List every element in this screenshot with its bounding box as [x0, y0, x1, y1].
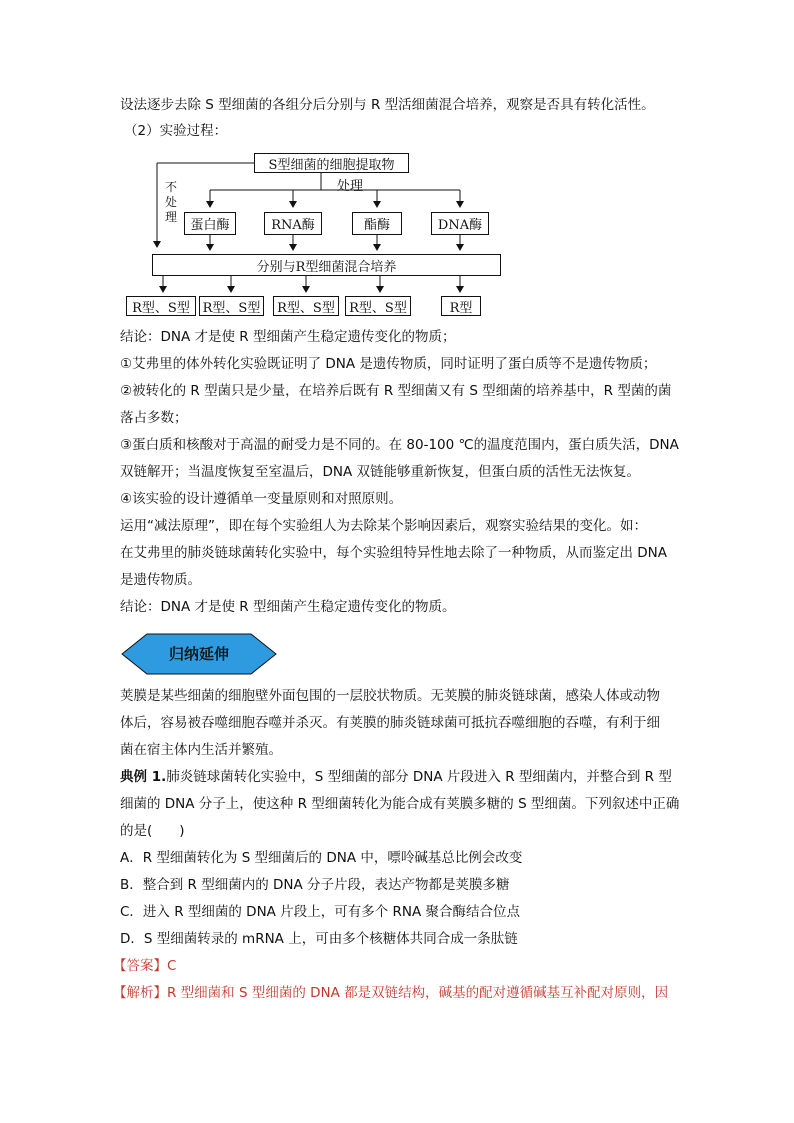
analysis-line: [113, 984, 668, 1002]
capsule-line-3: 菌在宿主体内生活并繁殖。: [120, 742, 282, 758]
enzyme-rnase-box: RNA酶: [264, 212, 322, 235]
no-treat-label: 不 处 理: [164, 180, 177, 224]
point-3-line-1: ③蛋白质和核酸对于高温的耐受力是不同的。在 80-100 ℃的温度范围内，蛋白质失活，DNA: [120, 437, 679, 453]
point-4: ④该实验的设计遵循单一变量原则和对照原则。: [120, 491, 403, 507]
result-box: R型: [441, 296, 481, 316]
answer-line: [113, 957, 176, 975]
option-b: B．整合到 R 型细菌内的 DNA 分子片段，表达产物都是荚膜多糖: [120, 877, 510, 893]
result-box: R型、S型: [126, 296, 196, 316]
answer-label: 【答案】: [113, 958, 167, 974]
result-box: R型、S型: [199, 296, 264, 316]
result-box: R型、S型: [345, 296, 411, 316]
answer-value: C: [167, 958, 177, 974]
example-stem-line-3: 的是( ): [120, 823, 185, 839]
point-3-line-2: 双链解开；当温度恢复至室温后，DNA 双链能够重新恢复，但蛋白质的活性无法恢复。: [120, 464, 641, 480]
subtract-line-2: 在艾弗里的肺炎链球菌转化实验中，每个实验组特异性地去除了一种物质，从而鉴定出 DNA: [120, 545, 668, 561]
option-a: A．R 型细菌转化为 S 型细菌后的 DNA 中，嘌呤碱基总比例会改变: [120, 850, 523, 866]
subtract-line-1: 运用“减法原理”，即在每个实验组人为去除某个影响因素后，观察实验结果的变化。如：: [120, 518, 647, 534]
option-d: D．S 型细菌转录的 mRNA 上，可由多个核糖体共同合成一条肽链: [120, 931, 518, 947]
summary-banner: [119, 632, 279, 676]
process-heading: （2）实验过程：: [124, 123, 228, 139]
enzyme-dnase-box: DNA酶: [431, 212, 489, 235]
option-c: C．进入 R 型细菌的 DNA 片段上，可有多个 RNA 聚合酶结合位点: [120, 904, 520, 920]
capsule-line-2: 体后，容易被吞噬细胞吞噬并杀灭。有荚膜的肺炎链球菌可抵抗吞噬细胞的吞噬，有利于细: [120, 715, 660, 731]
capsule-line-1: 荚膜是某些细菌的细胞壁外面包围的一层胶状物质。无荚膜的肺炎链球菌，感染人体或动物: [120, 688, 660, 704]
banner-label: 归纳延伸: [168, 645, 230, 663]
result-box: R型、S型: [273, 296, 339, 316]
analysis-label: 【解析】: [113, 985, 167, 1001]
point-2-line-2: 落占多数；: [120, 410, 188, 426]
intro-line: 设法逐步去除 S 型细菌的各组分后分别与 R 型活细菌混合培养，观察是否具有转化活性。: [120, 97, 655, 113]
point-2-line-1: ②被转化的 R 型菌只是少量，在培养后既有 R 型细菌又有 S 型细菌的培养基中，R 型菌的菌: [120, 383, 672, 399]
example-stem-line-2: 细菌的 DNA 分子上，使这种 R 型细菌转化为能合成有荚膜多糖的 S 型细菌。下列叙述中正确: [120, 796, 680, 812]
treat-label: 处理: [337, 179, 364, 194]
analysis-text: R 型细菌和 S 型细菌的 DNA 都是双链结构，碱基的配对遵循碱基互补配对原则，因: [167, 985, 669, 1001]
conclusion-line: 结论：DNA 才是使 R 型细菌产生稳定遗传变化的物质。: [120, 599, 456, 615]
example-label: 典例 1.: [120, 769, 167, 785]
subtract-line-3: 是遗传物质。: [120, 572, 201, 588]
example-stem-line-1: 典例 1.肺炎链球菌转化实验中，S 型细菌的部分 DNA 片段进入 R 型细菌内，并整合到 R 型: [120, 769, 672, 785]
enzyme-esterase-box: 酯酶: [352, 212, 402, 235]
point-1: ①艾弗里的体外转化实验既证明了 DNA 是遗传物质，同时证明了蛋白质等不是遗传物质；: [120, 356, 657, 372]
mix-culture-box: 分别与R型细菌混合培养: [152, 254, 501, 276]
conclusion-line: 结论：DNA 才是使 R 型细菌产生稳定遗传变化的物质；: [120, 329, 456, 345]
source-extract-box: S型细菌的细胞提取物: [254, 153, 409, 173]
enzyme-protease-box: 蛋白酶: [184, 212, 236, 235]
